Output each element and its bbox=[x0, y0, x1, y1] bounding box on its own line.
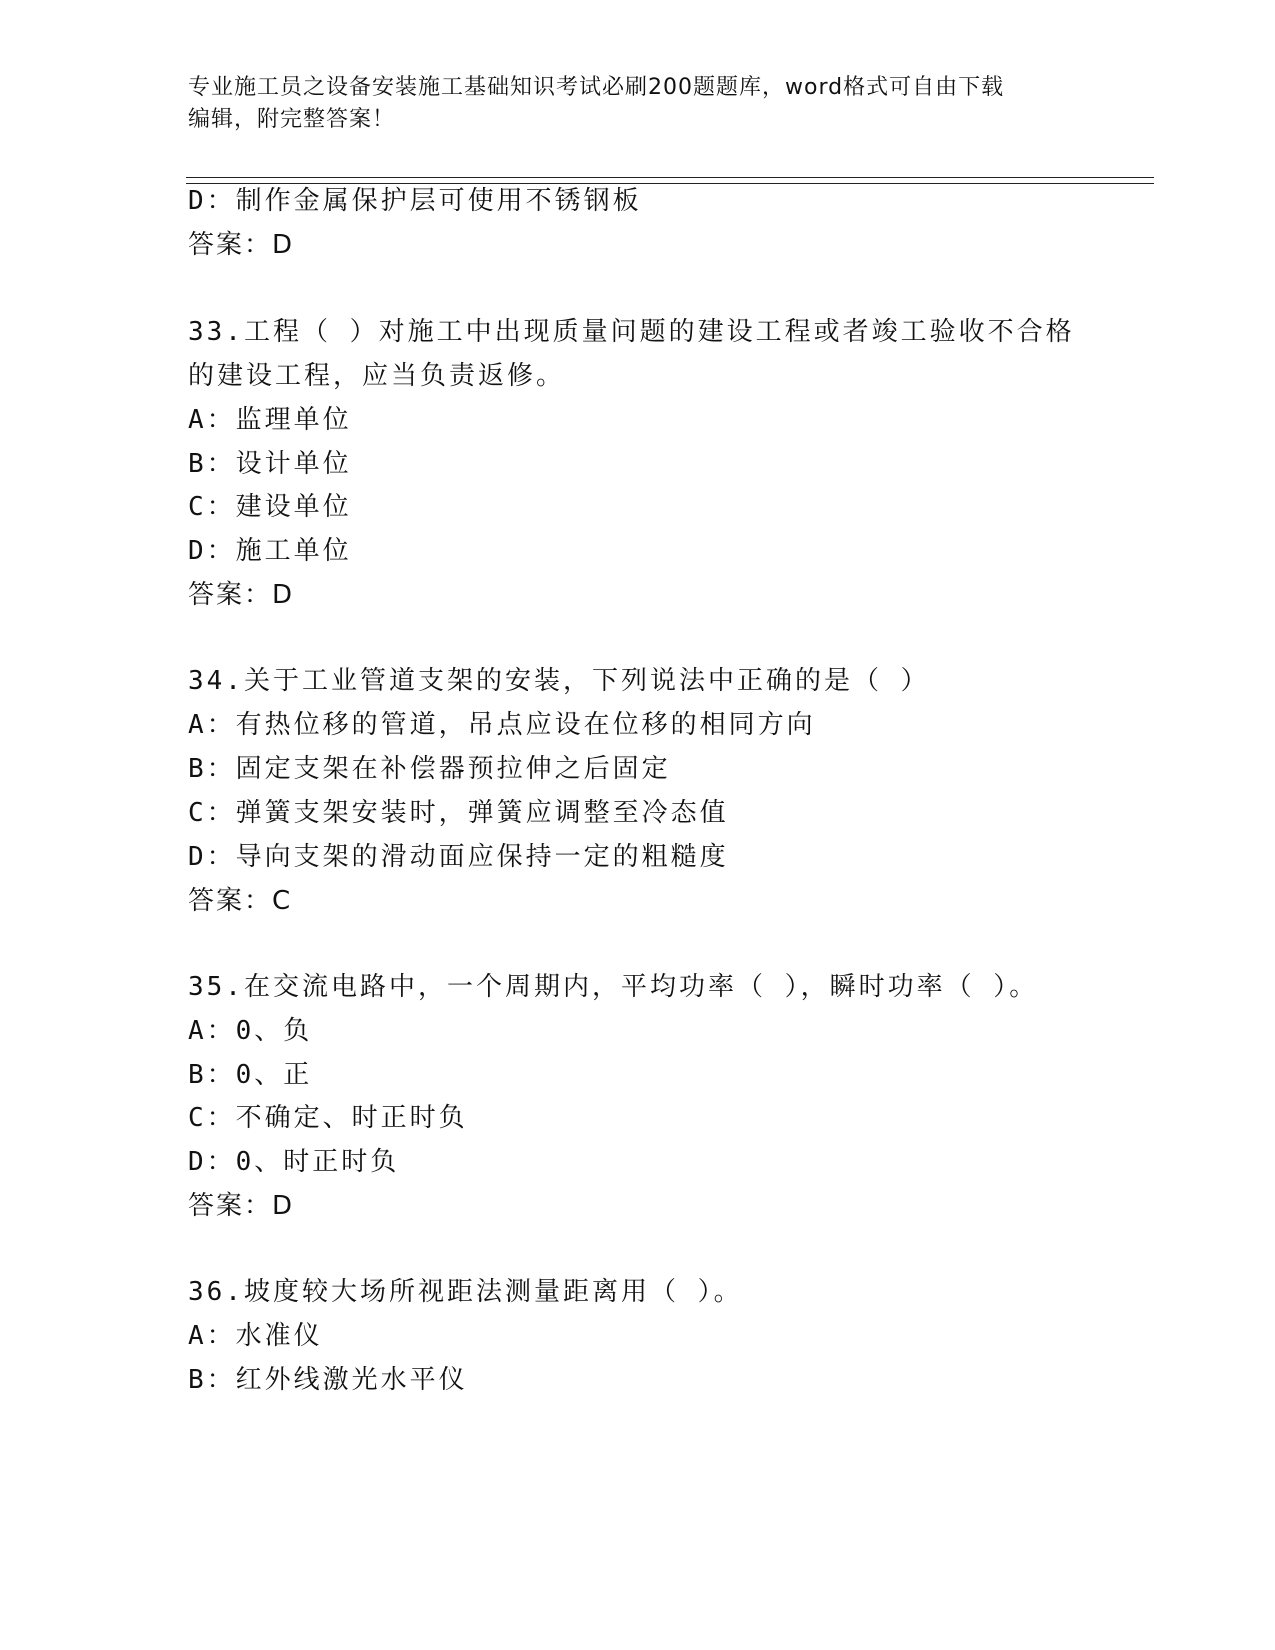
q34-option-a: A：有热位移的管道，吊点应设在位移的相同方向 bbox=[188, 710, 816, 740]
q33-option-d: D：施工单位 bbox=[188, 536, 352, 566]
q35-stem: 35.在交流电路中，一个周期内，平均功率（ ），瞬时功率（ ）。 bbox=[188, 972, 1039, 1002]
q34-answer: 答案：C bbox=[188, 886, 293, 916]
q36-option-a: A：水准仪 bbox=[188, 1321, 323, 1351]
q33-stem-line-2: 的建设工程，应当负责返修。 bbox=[188, 361, 566, 391]
q35-option-d: D：0、时正时负 bbox=[188, 1147, 400, 1177]
prev-option-d: D：制作金属保护层可使用不锈钢板 bbox=[188, 186, 642, 216]
prev-answer: 答案：D bbox=[188, 230, 295, 260]
q35-option-c: C：不确定、时正时负 bbox=[188, 1103, 468, 1133]
q33-option-b: B：设计单位 bbox=[188, 449, 352, 479]
q36-option-b: B：红外线激光水平仪 bbox=[188, 1365, 468, 1395]
q34-option-c: C：弹簧支架安装时，弹簧应调整至冷态值 bbox=[188, 798, 729, 828]
document-header bbox=[188, 72, 1088, 136]
header-title-line-1: 专业施工员之设备安装施工基础知识考试必刷200题题库，word格式可自由下载 bbox=[188, 75, 1005, 100]
q36-stem: 36.坡度较大场所视距法测量距离用（ ）。 bbox=[188, 1277, 743, 1307]
q34-stem: 34.关于工业管道支架的安装，下列说法中正确的是（ ） bbox=[188, 666, 930, 696]
header-title-line-2: 编辑，附完整答案！ bbox=[188, 107, 396, 132]
q35-option-a: A：0、负 bbox=[188, 1016, 313, 1046]
q33-option-c: C：建设单位 bbox=[188, 492, 352, 522]
q35-answer: 答案：D bbox=[188, 1191, 295, 1221]
q34-option-b: B：固定支架在补偿器预拉伸之后固定 bbox=[188, 754, 671, 784]
q35-option-b: B：0、正 bbox=[188, 1060, 313, 1090]
q33-option-a: A：监理单位 bbox=[188, 405, 352, 435]
q33-stem-line-1: 33.工程（ ）对施工中出现质量问题的建设工程或者竣工验收不合格 bbox=[188, 317, 1075, 347]
q34-option-d: D：导向支架的滑动面应保持一定的粗糙度 bbox=[188, 842, 729, 872]
header-divider-top bbox=[186, 177, 1154, 178]
q33-answer: 答案：D bbox=[188, 580, 295, 610]
